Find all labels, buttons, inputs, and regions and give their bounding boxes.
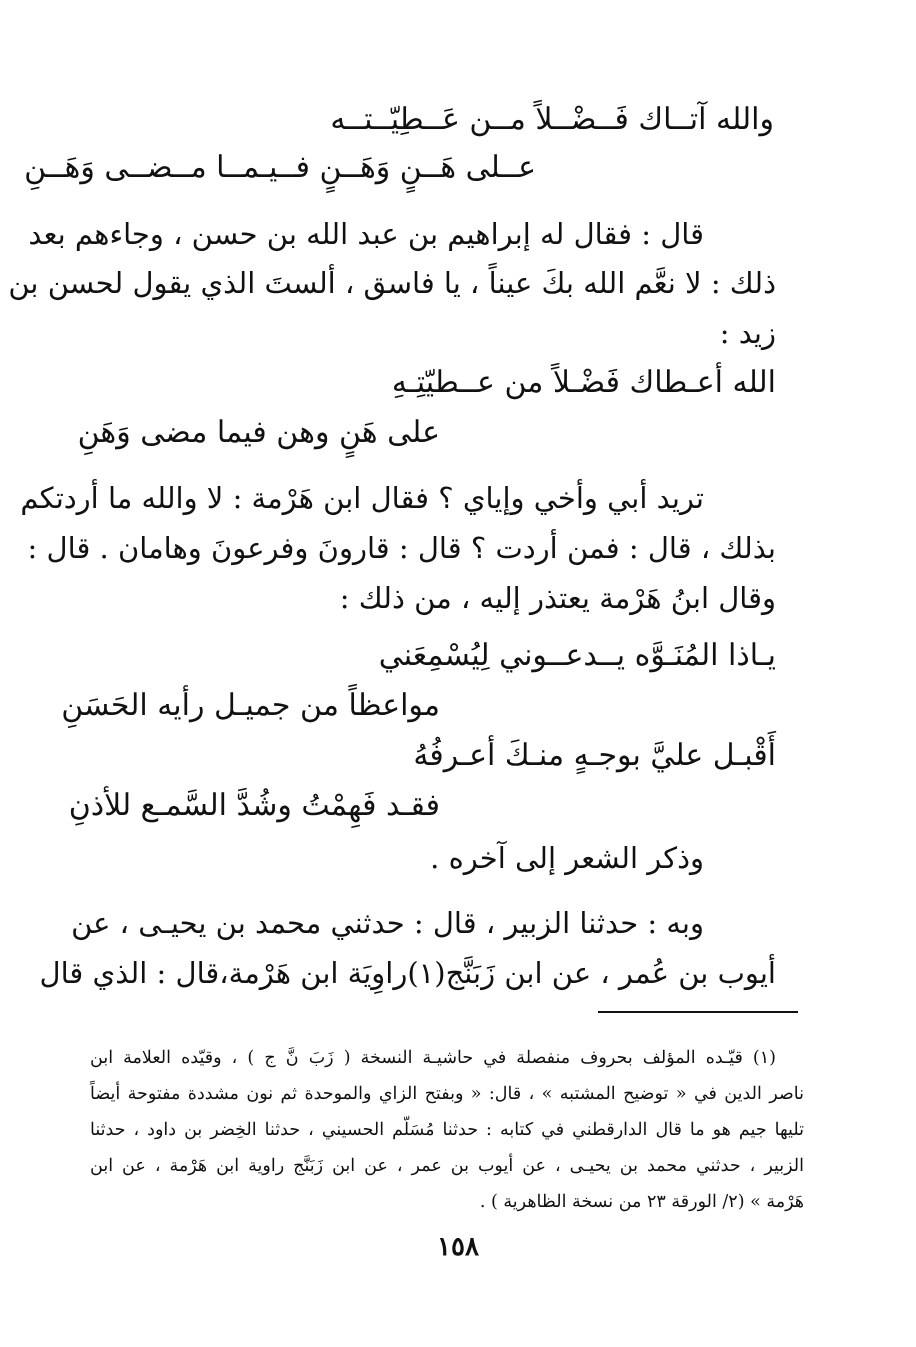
page-number: ١٥٨ (437, 1232, 479, 1262)
verse-2-line-2: على هَنٍ وهن فيما مضى وَهَنِ (77, 415, 440, 450)
paragraph-3-line-1: وذكر الشعر إلى آخره . (430, 841, 704, 875)
paragraph-2-line-2: بذلك ، قال : فمن أردت ؟ قال : قارونَ وفرعونَ وهامان . قال : (27, 531, 776, 565)
footnote-line-4: الزبير ، حدثني محمد بن يحيـى ، عن أيوب بن عمر ، عن ابن زَبَنَّج راوية ابن هَرْمة ، عن ابن (90, 1156, 804, 1176)
verse-3-line-1: يـاذا المُنَـوَّه يــدعــوني لِيُسْمِعَني (378, 638, 776, 673)
footnote-line-2: ناصر الدين في « توضيح المشتبه » ، قال: « وبفتح الزاي والموحدة ثم نون مشددة مفتوحة أيضاً (90, 1084, 804, 1104)
paragraph-2-line-1: تريد أبي وأخي وإياي ؟ فقال ابن هَرْمة : لا والله ما أردتكم (20, 481, 704, 515)
verse-3-line-2: مواعظاً من جميـل رأيه الحَسَنِ (61, 688, 440, 723)
paragraph-4-line-1: وبه : حدثنا الزبير ، قال : حدثني محمد بن يحيـى ، عن (71, 906, 704, 940)
footnote-line-3: تليها جيم هو ما قال الدارقطني في كتابه : حدثنا مُسَلّم الحسيني ، حدثنا الخِضر بن داود ، حدثنا (90, 1120, 804, 1140)
verse-3-line-4: فقـد فَهِمْتُ وشُدَّ السَّمـع للأذنِ (68, 788, 440, 823)
footnote-line-1: (١) قيّـده المؤلف بحروف منفصلة في حاشيـة النسخة ( زَبَ نَّ ج ) ، وقيّده العلامة ابن (90, 1048, 776, 1068)
verse-1-line-1: والله آتــاك فَــضْــلاً مــن عَــطِيّــتــه (330, 102, 774, 137)
paragraph-1-line-2: ذلك : لا نعَّم الله بكَ عيناً ، يا فاسق ، ألستَ الذي يقول لحسن بن (8, 266, 776, 300)
verse-3-line-3: أَقْبـل عليَّ بوجـهٍ منـكَ أعـرفُهُ (413, 738, 776, 773)
verse-2-line-1: الله أعـطاك فَضْـلاً من عــطيّتِـهِ (391, 365, 776, 400)
paragraph-1-line-3: زيد : (719, 316, 776, 350)
verse-1-line-2: عــلى هَــنٍ وَهَــنٍ فــيـمــا مــضــى وَهَــنِ (24, 150, 536, 185)
paragraph-2-line-3: وقال ابنُ هَرْمة يعتذر إليه ، من ذلك : (339, 581, 776, 615)
footnote-line-5: هَرْمة » (٢/ الورقة ٢٣ من نسخة الظاهرية ) . (479, 1192, 804, 1212)
paragraph-4-line-2: أيوب بن عُمر ، عن ابن زَبَنَّج(١)راوِيَة ابن هَرْمة،قال : الذي قال (39, 956, 776, 990)
footnote-separator (598, 1011, 798, 1013)
paragraph-1-line-1: قال : فقال له إبراهيم بن عبد الله بن حسن ، وجاءهم بعد (28, 217, 704, 251)
